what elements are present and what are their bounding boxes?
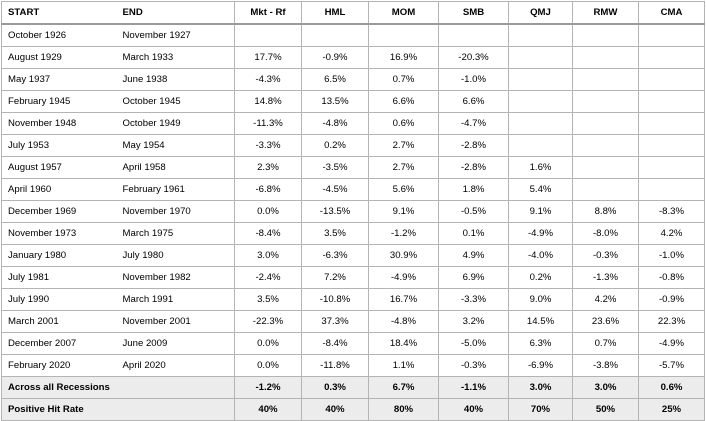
summary-value: 80% bbox=[369, 399, 439, 421]
summary-value: 40% bbox=[235, 399, 302, 421]
value-cell: -20.3% bbox=[439, 47, 509, 69]
value-cell: -4.9% bbox=[509, 223, 573, 245]
summary-value: 50% bbox=[573, 399, 639, 421]
value-cell: 16.9% bbox=[369, 47, 439, 69]
value-cell: 16.7% bbox=[369, 289, 439, 311]
value-cell: -1.0% bbox=[439, 69, 509, 91]
value-cell bbox=[573, 47, 639, 69]
value-cell: 30.9% bbox=[369, 245, 439, 267]
value-cell: 8.8% bbox=[573, 201, 639, 223]
value-cell bbox=[639, 179, 705, 201]
value-cell: 0.6% bbox=[369, 113, 439, 135]
value-cell bbox=[573, 135, 639, 157]
value-cell: 0.7% bbox=[369, 69, 439, 91]
value-cell: -22.3% bbox=[235, 311, 302, 333]
value-cell bbox=[509, 113, 573, 135]
value-cell: 1.8% bbox=[439, 179, 509, 201]
value-cell bbox=[573, 179, 639, 201]
start-cell: January 1980 bbox=[2, 245, 117, 267]
start-cell: December 2007 bbox=[2, 333, 117, 355]
summary-value: 70% bbox=[509, 399, 573, 421]
value-cell: 6.6% bbox=[439, 91, 509, 113]
value-cell bbox=[302, 24, 369, 47]
value-cell bbox=[509, 24, 573, 47]
value-cell: 22.3% bbox=[639, 311, 705, 333]
value-cell: -3.3% bbox=[235, 135, 302, 157]
value-cell: 6.5% bbox=[302, 69, 369, 91]
value-cell: -13.5% bbox=[302, 201, 369, 223]
column-header: RMW bbox=[573, 2, 639, 25]
value-cell: 3.2% bbox=[439, 311, 509, 333]
value-cell: -8.4% bbox=[235, 223, 302, 245]
value-cell: -4.9% bbox=[369, 267, 439, 289]
value-cell: -0.3% bbox=[573, 245, 639, 267]
value-cell: 1.1% bbox=[369, 355, 439, 377]
value-cell: -0.3% bbox=[439, 355, 509, 377]
start-cell: April 1960 bbox=[2, 179, 117, 201]
table-row bbox=[2, 69, 705, 91]
value-cell: -4.3% bbox=[235, 69, 302, 91]
value-cell: 0.7% bbox=[573, 333, 639, 355]
value-cell: 5.6% bbox=[369, 179, 439, 201]
value-cell bbox=[509, 91, 573, 113]
value-cell: -10.8% bbox=[302, 289, 369, 311]
summary-value: 6.7% bbox=[369, 377, 439, 399]
value-cell: -2.8% bbox=[439, 157, 509, 179]
value-cell: 13.5% bbox=[302, 91, 369, 113]
value-cell: -5.7% bbox=[639, 355, 705, 377]
column-header: CMA bbox=[639, 2, 705, 25]
summary-value: 0.3% bbox=[302, 377, 369, 399]
value-cell bbox=[573, 157, 639, 179]
value-cell: 14.5% bbox=[509, 311, 573, 333]
end-cell: March 1991 bbox=[117, 289, 235, 311]
start-cell: May 1937 bbox=[2, 69, 117, 91]
value-cell: 5.4% bbox=[509, 179, 573, 201]
value-cell: -8.3% bbox=[639, 201, 705, 223]
value-cell: -4.5% bbox=[302, 179, 369, 201]
end-cell: November 1970 bbox=[117, 201, 235, 223]
table-row bbox=[2, 157, 705, 179]
value-cell: 0.2% bbox=[302, 135, 369, 157]
value-cell: 14.8% bbox=[235, 91, 302, 113]
summary-value: -1.1% bbox=[439, 377, 509, 399]
table-row bbox=[2, 289, 705, 311]
value-cell: 2.7% bbox=[369, 157, 439, 179]
end-cell: November 1982 bbox=[117, 267, 235, 289]
end-cell: April 2020 bbox=[117, 355, 235, 377]
value-cell: 2.3% bbox=[235, 157, 302, 179]
table-row bbox=[2, 245, 705, 267]
value-cell: -11.3% bbox=[235, 113, 302, 135]
value-cell: 18.4% bbox=[369, 333, 439, 355]
value-cell bbox=[639, 157, 705, 179]
summary-row bbox=[2, 377, 705, 399]
value-cell bbox=[369, 24, 439, 47]
value-cell: 6.3% bbox=[509, 333, 573, 355]
value-cell: -1.2% bbox=[369, 223, 439, 245]
value-cell: 2.7% bbox=[369, 135, 439, 157]
value-cell: 0.0% bbox=[235, 201, 302, 223]
value-cell: 0.0% bbox=[235, 355, 302, 377]
start-cell: August 1929 bbox=[2, 47, 117, 69]
summary-value: 25% bbox=[639, 399, 705, 421]
end-cell: October 1949 bbox=[117, 113, 235, 135]
start-cell: March 2001 bbox=[2, 311, 117, 333]
value-cell bbox=[509, 69, 573, 91]
start-cell: July 1953 bbox=[2, 135, 117, 157]
value-cell: -0.5% bbox=[439, 201, 509, 223]
table-row bbox=[2, 179, 705, 201]
summary-value: 40% bbox=[439, 399, 509, 421]
value-cell bbox=[439, 24, 509, 47]
value-cell: -3.3% bbox=[439, 289, 509, 311]
start-cell: February 2020 bbox=[2, 355, 117, 377]
start-cell: November 1973 bbox=[2, 223, 117, 245]
table-row bbox=[2, 223, 705, 245]
value-cell: -4.0% bbox=[509, 245, 573, 267]
value-cell: 4.2% bbox=[639, 223, 705, 245]
recession-factor-table bbox=[1, 1, 705, 421]
value-cell: -6.3% bbox=[302, 245, 369, 267]
value-cell: 0.0% bbox=[235, 333, 302, 355]
value-cell bbox=[573, 91, 639, 113]
end-cell: November 2001 bbox=[117, 311, 235, 333]
value-cell: 1.6% bbox=[509, 157, 573, 179]
value-cell: 9.1% bbox=[369, 201, 439, 223]
table-header bbox=[2, 2, 705, 25]
value-cell: 4.9% bbox=[439, 245, 509, 267]
value-cell bbox=[509, 47, 573, 69]
value-cell: 3.5% bbox=[302, 223, 369, 245]
value-cell bbox=[573, 69, 639, 91]
start-cell: July 1990 bbox=[2, 289, 117, 311]
summary-value: 3.0% bbox=[509, 377, 573, 399]
value-cell: 17.7% bbox=[235, 47, 302, 69]
end-cell: June 1938 bbox=[117, 69, 235, 91]
summary-value: -1.2% bbox=[235, 377, 302, 399]
value-cell: -1.3% bbox=[573, 267, 639, 289]
column-header: Mkt - Rf bbox=[235, 2, 302, 25]
value-cell: -4.9% bbox=[639, 333, 705, 355]
start-cell: December 1969 bbox=[2, 201, 117, 223]
value-cell: -11.8% bbox=[302, 355, 369, 377]
recession-factor-table-container bbox=[1, 1, 704, 421]
table-row bbox=[2, 311, 705, 333]
start-cell: July 1981 bbox=[2, 267, 117, 289]
column-header: QMJ bbox=[509, 2, 573, 25]
end-cell: May 1954 bbox=[117, 135, 235, 157]
start-cell: August 1957 bbox=[2, 157, 117, 179]
summary-label: Across all Recessions bbox=[2, 377, 235, 399]
value-cell: -5.0% bbox=[439, 333, 509, 355]
value-cell: 37.3% bbox=[302, 311, 369, 333]
end-cell: April 1958 bbox=[117, 157, 235, 179]
value-cell: 6.6% bbox=[369, 91, 439, 113]
start-cell: November 1948 bbox=[2, 113, 117, 135]
value-cell bbox=[573, 24, 639, 47]
value-cell bbox=[639, 24, 705, 47]
column-header: MOM bbox=[369, 2, 439, 25]
summary-row bbox=[2, 399, 705, 421]
column-header: END bbox=[117, 2, 235, 25]
value-cell: 9.0% bbox=[509, 289, 573, 311]
value-cell: 23.6% bbox=[573, 311, 639, 333]
value-cell: -0.9% bbox=[639, 289, 705, 311]
value-cell: -6.8% bbox=[235, 179, 302, 201]
end-cell: March 1933 bbox=[117, 47, 235, 69]
value-cell: 7.2% bbox=[302, 267, 369, 289]
end-cell: June 2009 bbox=[117, 333, 235, 355]
start-cell: October 1926 bbox=[2, 24, 117, 47]
value-cell: 3.0% bbox=[235, 245, 302, 267]
end-cell: March 1975 bbox=[117, 223, 235, 245]
value-cell: -4.7% bbox=[439, 113, 509, 135]
value-cell: -3.8% bbox=[573, 355, 639, 377]
value-cell bbox=[509, 135, 573, 157]
value-cell bbox=[235, 24, 302, 47]
column-header: SMB bbox=[439, 2, 509, 25]
value-cell: -0.9% bbox=[302, 47, 369, 69]
value-cell bbox=[639, 91, 705, 113]
table-row bbox=[2, 333, 705, 355]
value-cell: -8.4% bbox=[302, 333, 369, 355]
summary-label: Positive Hit Rate bbox=[2, 399, 235, 421]
table-row bbox=[2, 201, 705, 223]
value-cell: -4.8% bbox=[302, 113, 369, 135]
value-cell: -3.5% bbox=[302, 157, 369, 179]
table-row bbox=[2, 91, 705, 113]
value-cell: -4.8% bbox=[369, 311, 439, 333]
value-cell: -6.9% bbox=[509, 355, 573, 377]
value-cell: 6.9% bbox=[439, 267, 509, 289]
end-cell: November 1927 bbox=[117, 24, 235, 47]
table-row bbox=[2, 47, 705, 69]
value-cell: -2.4% bbox=[235, 267, 302, 289]
value-cell: 0.1% bbox=[439, 223, 509, 245]
value-cell: 9.1% bbox=[509, 201, 573, 223]
table-row bbox=[2, 113, 705, 135]
value-cell bbox=[639, 135, 705, 157]
start-cell: February 1945 bbox=[2, 91, 117, 113]
table-row bbox=[2, 267, 705, 289]
value-cell: 3.5% bbox=[235, 289, 302, 311]
column-header: START bbox=[2, 2, 117, 25]
table-body bbox=[2, 24, 705, 421]
table-row bbox=[2, 355, 705, 377]
summary-value: 40% bbox=[302, 399, 369, 421]
table-row bbox=[2, 24, 705, 47]
value-cell: -8.0% bbox=[573, 223, 639, 245]
value-cell: 0.2% bbox=[509, 267, 573, 289]
summary-value: 0.6% bbox=[639, 377, 705, 399]
value-cell: 4.2% bbox=[573, 289, 639, 311]
table-row bbox=[2, 135, 705, 157]
value-cell: -1.0% bbox=[639, 245, 705, 267]
value-cell: -0.8% bbox=[639, 267, 705, 289]
value-cell bbox=[573, 113, 639, 135]
column-header: HML bbox=[302, 2, 369, 25]
end-cell: July 1980 bbox=[117, 245, 235, 267]
summary-value: 3.0% bbox=[573, 377, 639, 399]
end-cell: February 1961 bbox=[117, 179, 235, 201]
end-cell: October 1945 bbox=[117, 91, 235, 113]
value-cell: -2.8% bbox=[439, 135, 509, 157]
value-cell bbox=[639, 113, 705, 135]
value-cell bbox=[639, 47, 705, 69]
value-cell bbox=[639, 69, 705, 91]
header-row bbox=[2, 2, 705, 25]
